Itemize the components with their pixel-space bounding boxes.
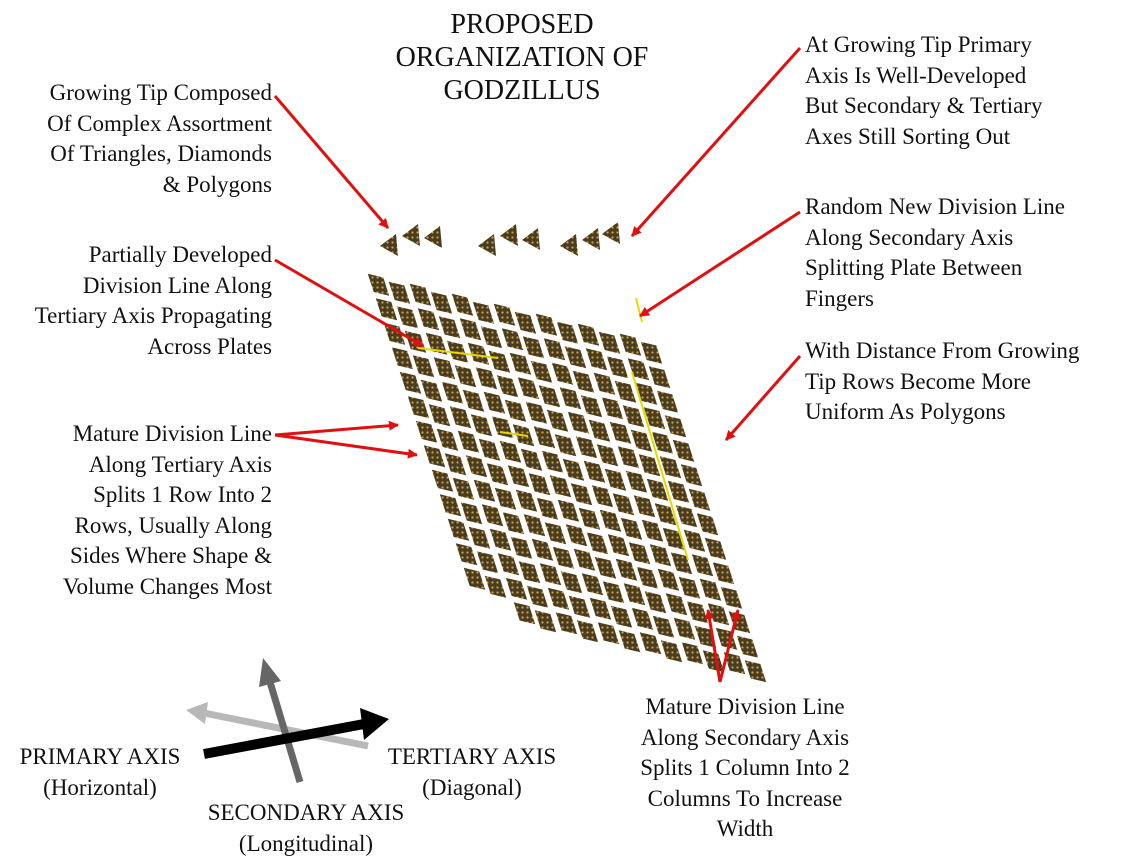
plate — [666, 593, 687, 615]
annotation-line: At Growing Tip Primary — [805, 32, 1032, 57]
plate — [568, 412, 589, 434]
annotation-line: Along Secondary Axis — [640, 724, 850, 750]
plate — [523, 336, 544, 358]
annotation-line: Of Triangles, Diamonds — [50, 141, 272, 166]
plate — [400, 372, 421, 394]
plate — [577, 620, 598, 642]
plate — [498, 553, 519, 575]
tip-triangle — [380, 234, 398, 256]
plate — [610, 422, 631, 444]
tertiary-axis-arrowhead — [186, 702, 208, 724]
secondary-axis-arrowhead — [259, 658, 281, 687]
annotation-line: Partially Developed — [88, 242, 272, 267]
plate — [544, 338, 565, 360]
plate — [682, 642, 703, 664]
plate — [587, 532, 608, 554]
plate — [632, 608, 653, 630]
plate — [471, 414, 492, 436]
plate — [598, 622, 619, 644]
plate — [497, 375, 518, 397]
plate — [644, 407, 665, 429]
plate — [605, 469, 626, 491]
plate — [542, 451, 563, 473]
plate — [676, 505, 697, 527]
secondary-axis-name: SECONDARY AXIS — [207, 800, 405, 825]
plate — [566, 524, 587, 546]
plate — [456, 543, 477, 565]
plate — [469, 527, 490, 549]
annotation-line: Splits 1 Row Into 2 — [93, 482, 272, 507]
plate — [437, 429, 458, 451]
plate — [576, 436, 597, 458]
plate — [515, 312, 536, 334]
plate — [563, 459, 584, 481]
plate — [657, 391, 678, 413]
plate — [448, 519, 469, 541]
plate — [510, 353, 531, 375]
plate — [592, 485, 613, 507]
plate — [634, 495, 655, 517]
plate — [477, 551, 498, 573]
plate — [548, 588, 569, 610]
annotation-line: With Distance From Growing — [805, 338, 1080, 363]
callout-arrow-mature-tertiary-b — [275, 435, 417, 455]
plate — [595, 557, 616, 579]
plate — [745, 660, 766, 682]
plate — [500, 441, 521, 463]
axis-compass — [186, 658, 389, 782]
plate — [607, 356, 628, 378]
annotation-line: Random New Division Line — [805, 194, 1065, 219]
annotation-line: Splits 1 Column Into 2 — [640, 755, 850, 780]
plate — [532, 539, 553, 561]
plate — [561, 571, 582, 593]
plate — [616, 559, 637, 581]
plate — [597, 444, 618, 466]
plate — [516, 490, 537, 512]
plate — [495, 488, 516, 510]
plate — [445, 453, 466, 475]
plate — [479, 439, 500, 461]
plate — [705, 538, 726, 560]
plate — [713, 562, 734, 584]
primary-axis-name: PRIMARY AXIS — [19, 744, 181, 769]
tertiary-axis-sub: (Diagonal) — [422, 774, 522, 800]
plate — [536, 314, 557, 336]
plate — [506, 578, 527, 600]
annotation-line: Tip Rows Become More — [805, 368, 1031, 394]
plate — [615, 381, 636, 403]
callout-arrow-uniform-rows — [726, 356, 800, 440]
plate — [681, 464, 702, 486]
plate — [464, 568, 485, 590]
annotation-line: Volume Changes Most — [62, 573, 272, 599]
plate — [392, 347, 413, 369]
title-line-3: GODZILLUS — [443, 75, 601, 106]
plate — [439, 316, 460, 338]
plate-grid — [368, 222, 766, 682]
plate — [466, 455, 487, 477]
plate — [619, 630, 640, 652]
plate — [611, 606, 632, 628]
plate — [545, 522, 566, 544]
plate — [687, 601, 708, 623]
plate — [697, 513, 718, 535]
plate — [539, 385, 560, 407]
plate — [703, 650, 724, 672]
plate — [658, 569, 679, 591]
plate — [502, 328, 523, 350]
plate — [600, 510, 621, 532]
callout-arrow-partial-division — [275, 260, 423, 346]
plate — [556, 612, 577, 634]
plate — [557, 322, 578, 344]
plate — [487, 463, 508, 485]
plate — [484, 392, 505, 414]
tip-triangle — [602, 222, 620, 244]
annotation-line: Mature Division Line — [72, 421, 272, 446]
plate — [624, 583, 645, 605]
plate — [524, 514, 545, 536]
plate — [674, 618, 695, 640]
plate — [700, 579, 721, 601]
plate — [397, 306, 418, 328]
annotation-line: Axis Is Well-Developed — [805, 62, 1027, 88]
plate — [645, 591, 666, 613]
plate — [413, 355, 434, 377]
plate — [429, 404, 450, 426]
plate — [519, 561, 540, 583]
plate — [450, 406, 471, 428]
plate — [529, 473, 550, 495]
plate — [418, 308, 439, 330]
plate — [661, 640, 682, 662]
plate — [613, 493, 634, 515]
plate — [421, 380, 442, 402]
plate — [540, 563, 561, 585]
plate — [474, 480, 495, 502]
plate — [684, 530, 705, 552]
callout-arrow-mature-tertiary-a — [275, 425, 398, 435]
plate — [642, 520, 663, 542]
tip-triangle — [582, 228, 600, 250]
plate — [537, 498, 558, 520]
plate — [692, 554, 713, 576]
title-line-2: ORGANIZATION OF — [395, 42, 649, 73]
plate — [489, 351, 510, 373]
plate — [581, 395, 602, 417]
annotation-line: Axes Still Sorting Out — [805, 123, 1011, 149]
plate — [550, 475, 571, 497]
plate — [618, 446, 639, 468]
plate — [599, 332, 620, 354]
plate — [623, 405, 644, 427]
plate — [376, 298, 397, 320]
plate — [432, 470, 453, 492]
plate — [569, 596, 590, 618]
plate — [565, 346, 586, 368]
tertiary-axis-name: TERTIARY AXIS — [387, 744, 557, 769]
plate — [571, 483, 592, 505]
plate — [631, 430, 652, 452]
plate — [511, 537, 532, 559]
secondary-axis-sub: (Longitudinal) — [238, 830, 374, 856]
plate — [531, 361, 552, 383]
plate — [673, 440, 694, 462]
plate — [573, 371, 594, 393]
tip-triangle — [522, 228, 540, 250]
annotation-line: Along Tertiary Axis — [88, 451, 272, 477]
annotation-line: Mature Division Line — [645, 694, 845, 719]
callout-arrow-random-division — [640, 212, 800, 316]
plate — [527, 586, 548, 608]
plate — [621, 518, 642, 540]
plate — [494, 304, 515, 326]
plate — [485, 576, 506, 598]
annotation-line: Width — [716, 816, 774, 841]
plate — [560, 387, 581, 409]
annotation-line: Uniform As Polygons — [805, 399, 1006, 424]
primary-axis-arrowhead — [360, 708, 389, 740]
primary-axis-sub: (Horizontal) — [43, 774, 157, 800]
plate — [665, 415, 686, 437]
plate — [547, 410, 568, 432]
tip-triangle — [402, 224, 420, 246]
plate — [594, 373, 615, 395]
annotation-line: Of Complex Assortment — [47, 110, 272, 136]
plate — [389, 282, 410, 304]
plate — [408, 396, 429, 418]
plate — [434, 357, 455, 379]
tip-triangle — [500, 224, 518, 246]
plate — [490, 529, 511, 551]
plate — [689, 489, 710, 511]
plate — [505, 400, 526, 422]
plate — [476, 367, 497, 389]
plate — [508, 465, 529, 487]
plate — [455, 365, 476, 387]
annotation-line: Rows, Usually Along — [74, 512, 272, 538]
plate — [440, 494, 461, 516]
plate — [481, 326, 502, 348]
plate — [552, 363, 573, 385]
plate — [582, 573, 603, 595]
plate — [602, 397, 623, 419]
plate — [368, 274, 389, 296]
plate — [460, 318, 481, 340]
plate — [579, 508, 600, 530]
tip-triangle — [478, 234, 496, 256]
plate — [620, 334, 641, 356]
plate — [416, 421, 437, 443]
annotation-line: Columns To Increase — [647, 785, 843, 811]
tip-triangle — [424, 226, 442, 248]
plate — [649, 366, 670, 388]
plate — [442, 382, 463, 404]
annotation-line: Across Plates — [147, 333, 272, 359]
annotation-line: & Polygons — [162, 171, 272, 197]
plate — [578, 324, 599, 346]
plate — [641, 342, 662, 364]
plate — [458, 431, 479, 453]
plate — [629, 542, 650, 564]
plate — [668, 481, 689, 503]
annotation-line: Along Secondary Axis — [805, 224, 1014, 250]
plate — [492, 416, 513, 438]
plate — [555, 434, 576, 456]
plate — [586, 348, 607, 370]
plate — [518, 377, 539, 399]
plate — [653, 616, 674, 638]
plate — [424, 445, 445, 467]
annotation-line: Splitting Plate Between — [805, 255, 1023, 280]
plate — [514, 602, 535, 624]
plate — [637, 567, 658, 589]
plate — [482, 504, 503, 526]
plate — [526, 402, 547, 424]
callout-arrow-primary-tip — [632, 48, 800, 236]
annotation-line: Growing Tip Composed — [49, 80, 272, 105]
plate — [452, 294, 473, 316]
division-line-secondary-random — [636, 298, 642, 322]
plate — [410, 284, 431, 306]
callout-arrow-growing-tip — [275, 96, 388, 228]
plate — [521, 449, 542, 471]
plate — [461, 502, 482, 524]
plate — [558, 500, 579, 522]
plate — [453, 478, 474, 500]
plate — [553, 547, 574, 569]
plate — [603, 581, 624, 603]
plate — [473, 302, 494, 324]
plate — [671, 552, 692, 574]
annotation-line: But Secondary & Tertiary — [805, 93, 1043, 118]
annotation-line: Division Line Along — [82, 272, 272, 298]
annotation-line: Fingers — [805, 285, 874, 311]
plate — [721, 587, 742, 609]
plate — [590, 598, 611, 620]
plate — [626, 471, 647, 493]
plate — [640, 632, 661, 654]
plate — [737, 636, 758, 658]
plate — [503, 512, 524, 534]
plate — [535, 610, 556, 632]
plate — [431, 292, 452, 314]
plate — [608, 534, 629, 556]
plate — [584, 461, 605, 483]
plate — [650, 544, 671, 566]
annotation-line: Tertiary Axis Propagating — [34, 303, 272, 328]
plate — [463, 390, 484, 412]
plate — [534, 426, 555, 448]
title-line-1: PROPOSED — [450, 9, 594, 40]
plate — [628, 358, 649, 380]
plate — [574, 549, 595, 571]
plate — [679, 577, 700, 599]
tip-triangle — [560, 234, 578, 256]
annotation-line: Sides Where Shape & — [69, 543, 272, 568]
plate — [589, 420, 610, 442]
